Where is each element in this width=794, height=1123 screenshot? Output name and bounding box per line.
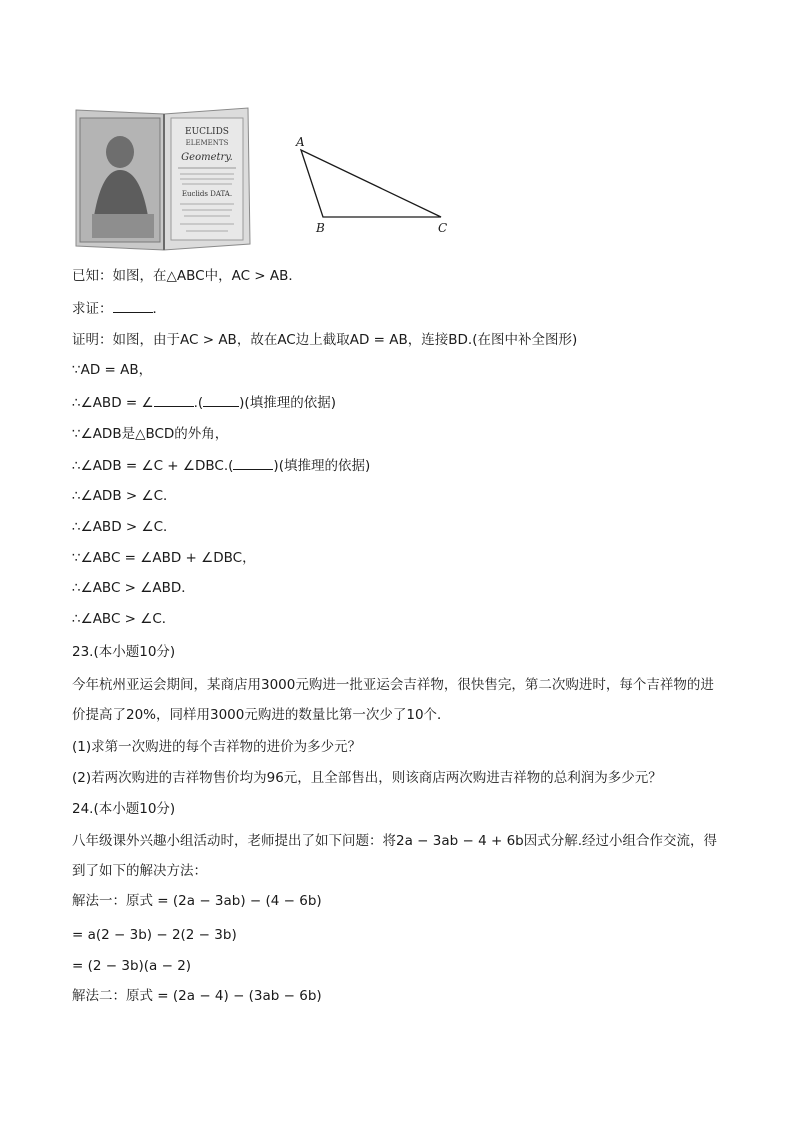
vertex-a-label: A xyxy=(296,135,305,149)
proof-step-1: ∵AD = AB， xyxy=(72,362,153,378)
book-title-line-2: ELEMENTS xyxy=(185,139,229,147)
solution-1-line-1: 解法一：原式 = (2a − 3ab) − (4 − 6b) xyxy=(72,893,322,909)
reason-blank-1[interactable] xyxy=(203,392,239,407)
reason-blank-2[interactable] xyxy=(233,455,273,470)
euclid-book-illustration xyxy=(72,104,256,252)
to-prove-statement xyxy=(72,298,166,319)
book-title-line-4: Euclids DATA. xyxy=(181,190,233,198)
proof-step-6: ∴∠ABD > ∠C． xyxy=(72,519,177,535)
solution-2-line-1: 解法二：原式 = (2a − 4) − (3ab − 6b) xyxy=(72,988,322,1004)
question-24-header: 24.(本小题10分) xyxy=(72,801,176,817)
proof-step-4-text: ∴∠ADB = ∠C + ∠DBC.( xyxy=(72,458,234,474)
solution-1-line-2: = a(2 − 3b) − 2(2 − 3b) xyxy=(72,927,237,943)
proof-intro: 证明：如图，由于AC > AB，故在AC边上截取AD = AB，连接BD.(在图中补全图形) xyxy=(72,332,578,348)
proof-step-4 xyxy=(72,455,370,476)
proof-step-5: ∴∠ADB > ∠C． xyxy=(72,488,177,504)
triangle-abc-diagram xyxy=(290,128,460,240)
question-23-body: 今年杭州亚运会期间，某商店用3000元购进一批亚运会吉祥物，很快售完，第二次购进时，每个吉祥物的进价提高了20%，同样用3000元购进的数量比第一次少了10个． xyxy=(72,677,714,723)
question-23-header: 23.(本小题10分) xyxy=(72,644,176,660)
proof-step-4-end: )(填推理的依据) xyxy=(273,458,371,474)
proof-step-2-end: )(填推理的依据) xyxy=(239,395,336,411)
proof-conclusion: ∴∠ABC > ∠C． xyxy=(72,611,176,627)
proof-step-3: ∵∠ADB是△BCD的外角， xyxy=(72,426,229,442)
proof-step-8: ∴∠ABC > ∠ABD． xyxy=(72,580,195,596)
book-title-line-3: Geometry. xyxy=(181,152,233,163)
given-statement: 已知：如图，在△ABC中，AC > AB． xyxy=(72,268,302,284)
to-prove-end: ． xyxy=(152,301,166,317)
to-prove-blank[interactable] xyxy=(113,298,153,313)
question-23-part-2: (2)若两次购进的吉祥物售价均为96元，且全部售出，则该商店两次购进吉祥物的总利润为多少元？ xyxy=(72,770,662,786)
proof-step-2 xyxy=(72,392,336,413)
proof-step-2-mid: .( xyxy=(193,395,204,411)
figure-row xyxy=(72,100,472,256)
proof-step-7: ∵∠ABC = ∠ABD + ∠DBC， xyxy=(72,550,256,566)
to-prove-label: 求证： xyxy=(72,301,113,317)
book-title-line-1: EUCLIDS xyxy=(185,127,229,137)
proof-step-2-text: ∴∠ABD = ∠ xyxy=(72,395,154,411)
question-23-part-1: (1)求第一次购进的每个吉祥物的进价为多少元？ xyxy=(72,739,362,755)
vertex-c-label: C xyxy=(438,221,448,235)
angle-name-blank[interactable] xyxy=(154,392,194,407)
solution-1-line-3: = (2 − 3b)(a − 2) xyxy=(72,958,192,974)
vertex-b-label: B xyxy=(316,221,325,235)
question-24-body: 八年级课外兴趣小组活动时，老师提出了如下问题：将2a − 3ab − 4 + 6b因式分解.经过小组合作交流，得到了如下的解决方法： xyxy=(72,833,718,879)
